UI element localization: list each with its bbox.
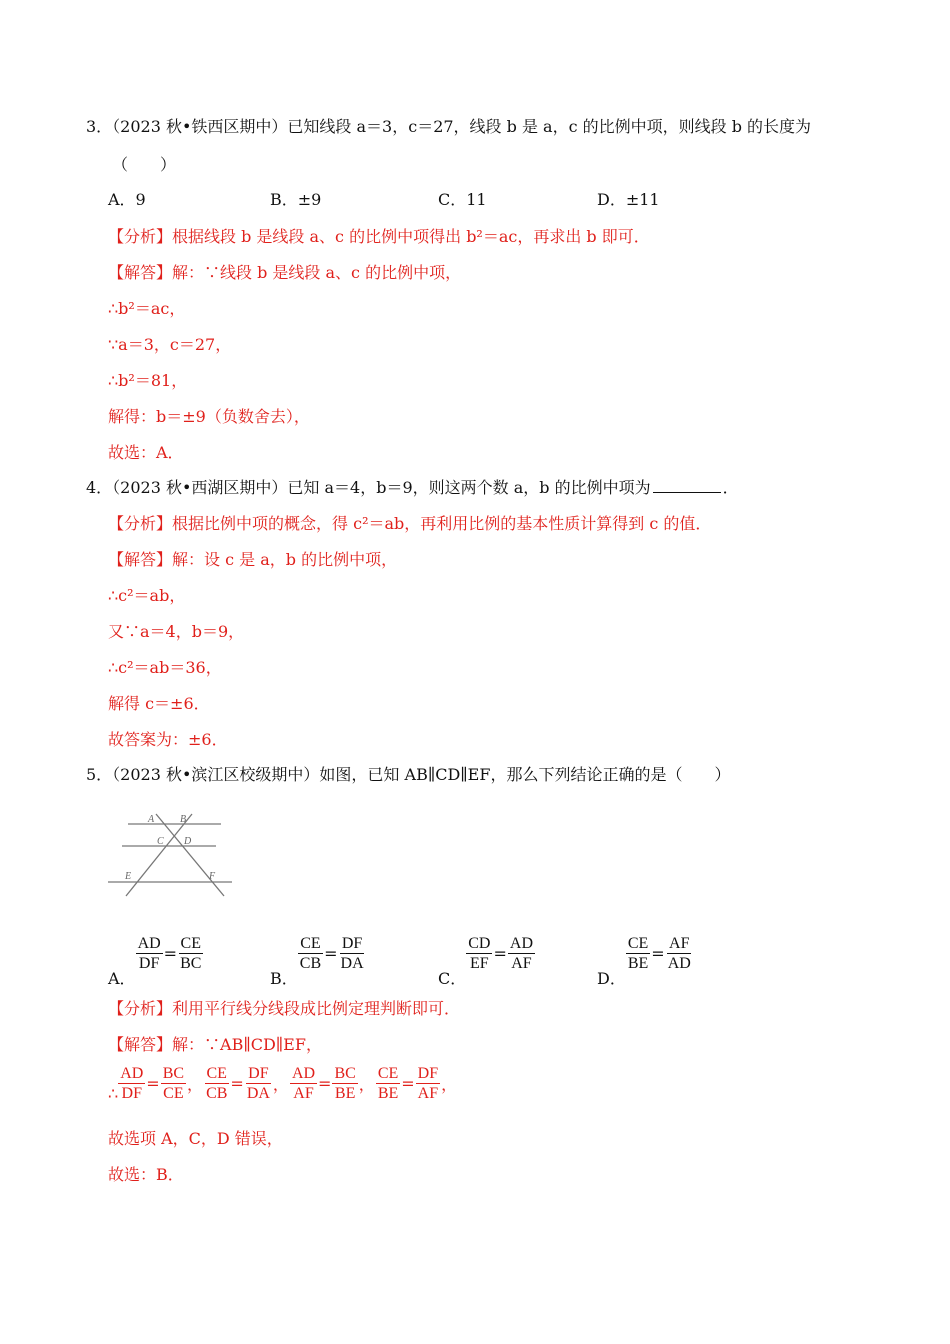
q3-answer-first (108, 263, 461, 283)
q5-answer-line: 故选：B． (108, 1165, 184, 1184)
fraction: $\frac{AD}{AF}$ (291, 1065, 316, 1102)
fraction: $\frac{CE}{BE}$ (377, 1065, 399, 1102)
q4-answer-blank (653, 478, 721, 493)
q5-figure (104, 800, 238, 902)
label-a: A (148, 814, 155, 825)
q5-answer-tag: 【解答】 (108, 1035, 173, 1054)
q4-stem (86, 478, 739, 498)
fraction: $\frac{CE}{CB}$ (206, 1065, 228, 1102)
fraction: $\frac{CE}{CB}$ (299, 935, 322, 972)
fraction: $\frac{BC}{CE}$ (162, 1065, 185, 1102)
q3-answer-tag: 【解答】 (108, 263, 173, 282)
q4-answer-first (108, 550, 397, 570)
q3-analysis-text: 根据线段 b 是线段 a、c 的比例中项得出 b²＝ac，再求出 b 即可． (172, 227, 650, 246)
q4-answer-line: ∴c²＝ab， (108, 586, 186, 605)
q5-option-letter: D． (597, 969, 626, 988)
fraction: $\frac{AD}{AF}$ (509, 935, 533, 972)
label-d: D (184, 836, 192, 847)
fraction: $\frac{CE}{BC}$ (180, 935, 202, 972)
q5-stem: 5．（2023 秋•滨江区校级期中）如图，已知 AB∥CD∥EF，那么下列结论正确的是（ ） (86, 765, 731, 784)
q3-stem: 3．（2023 秋•铁西区期中）已知线段 a＝3，c＝27，线段 b 是 a，c 的比例中项，则线段 b 的长度为 (86, 117, 812, 136)
q3-answer-line: 故选：A． (108, 443, 184, 462)
q3-answer-paren: （ ） (112, 155, 177, 174)
q4-analysis-text: 根据比例中项的概念，得 c²＝ab，再利用比例的基本性质计算得到 c 的值． (172, 514, 712, 533)
fraction: $\frac{BC}{BE}$ (334, 1065, 356, 1102)
q4-answer-line: 又∵a＝4，b＝9， (108, 622, 245, 641)
q3-analysis-tag: 【分析】 (108, 227, 173, 246)
q3-answer-line: 解：∵线段 b 是线段 a、c 的比例中项， (172, 263, 462, 282)
q5-answer-first (108, 1035, 322, 1055)
q5-option-d: D． $\frac{CE}{BE}$ = $\frac{AF}{AD}$ (597, 935, 691, 988)
q3-option-a: A．9 (108, 190, 146, 209)
label-e: E (125, 871, 132, 882)
q5-option-b: B． $\frac{CE}{CB}$ = $\frac{DF}{DA}$ (270, 935, 364, 988)
fraction: $\frac{AF}{AD}$ (667, 935, 691, 972)
fraction: $\frac{CD}{EF}$ (468, 935, 491, 972)
q4-answer-line: 解得 c＝±6． (108, 694, 210, 713)
therefore-symbol: ∴ (108, 1084, 119, 1103)
q3-answer-line: ∵a＝3，c＝27， (108, 335, 232, 354)
transversal-af (156, 814, 224, 896)
q3-analysis (108, 227, 650, 247)
q3-option-d: D．±11 (597, 190, 660, 209)
q5-ratio-line: ∴ $\frac{AD}{DF}$ = $\frac{BC}{CE}$ ， $\frac{CE}{CB}$ = $\frac{DF}{DA}$ ， $\frac{AD}{AF}$ = $\frac{BC}{BE}$ ， $\frac{CE}{BE}$ = $\frac{DF}{AF}$ ， (108, 1065, 458, 1103)
label-b: B (180, 814, 187, 825)
q5-analysis-tag: 【分析】 (108, 999, 173, 1018)
q4-stem-text: 4．（2023 秋•西湖区期中）已知 a＝4，b＝9，则这两个数 a，b 的比例中项为 (86, 478, 651, 497)
q5-answer-line: 解：∵AB∥CD∥EF， (172, 1035, 322, 1054)
q5-option-letter: B． (270, 969, 298, 988)
q4-analysis (108, 514, 711, 534)
fraction: $\frac{AD}{DF}$ (120, 1065, 144, 1102)
fraction: $\frac{DF}{DA}$ (340, 935, 364, 972)
label-c: C (157, 836, 164, 847)
q5-option-c: C． $\frac{CD}{EF}$ = $\frac{AD}{AF}$ (438, 935, 533, 988)
q5-analysis (108, 999, 460, 1019)
q4-answer-tag: 【解答】 (108, 550, 173, 569)
q3-option-c: C．11 (438, 190, 487, 209)
q5-option-letter: C． (438, 969, 467, 988)
fraction: $\frac{DF}{AF}$ (417, 1065, 439, 1102)
q4-stem-end: ． (722, 478, 739, 497)
q3-answer-line: 解得：b＝±9（负数舍去）， (108, 407, 310, 426)
q3-option-b: B．±9 (270, 190, 322, 209)
q4-analysis-tag: 【分析】 (108, 514, 173, 533)
q5-analysis-text: 利用平行线分线段成比例定理判断即可． (172, 999, 461, 1018)
fraction: $\frac{DF}{DA}$ (246, 1065, 270, 1102)
q4-answer-line: ∴c²＝ab＝36， (108, 658, 222, 677)
q3-answer-line: ∴b²＝81， (108, 371, 188, 390)
label-f: F (209, 871, 216, 882)
fraction: $\frac{CE}{BE}$ (627, 935, 649, 972)
q5-option-a: A． $\frac{AD}{DF}$ = $\frac{CE}{BC}$ (108, 935, 202, 988)
q5-answer-line: 故选项 A，C，D 错误， (108, 1129, 283, 1148)
fraction: $\frac{AD}{DF}$ (137, 935, 161, 972)
q5-option-letter: A． (108, 969, 136, 988)
q3-answer-line: ∴b²＝ac， (108, 299, 186, 318)
transversal-be (126, 814, 192, 896)
q4-answer-line: 解：设 c 是 a，b 的比例中项， (172, 550, 398, 569)
q4-answer-line: 故答案为：±6． (108, 730, 228, 749)
